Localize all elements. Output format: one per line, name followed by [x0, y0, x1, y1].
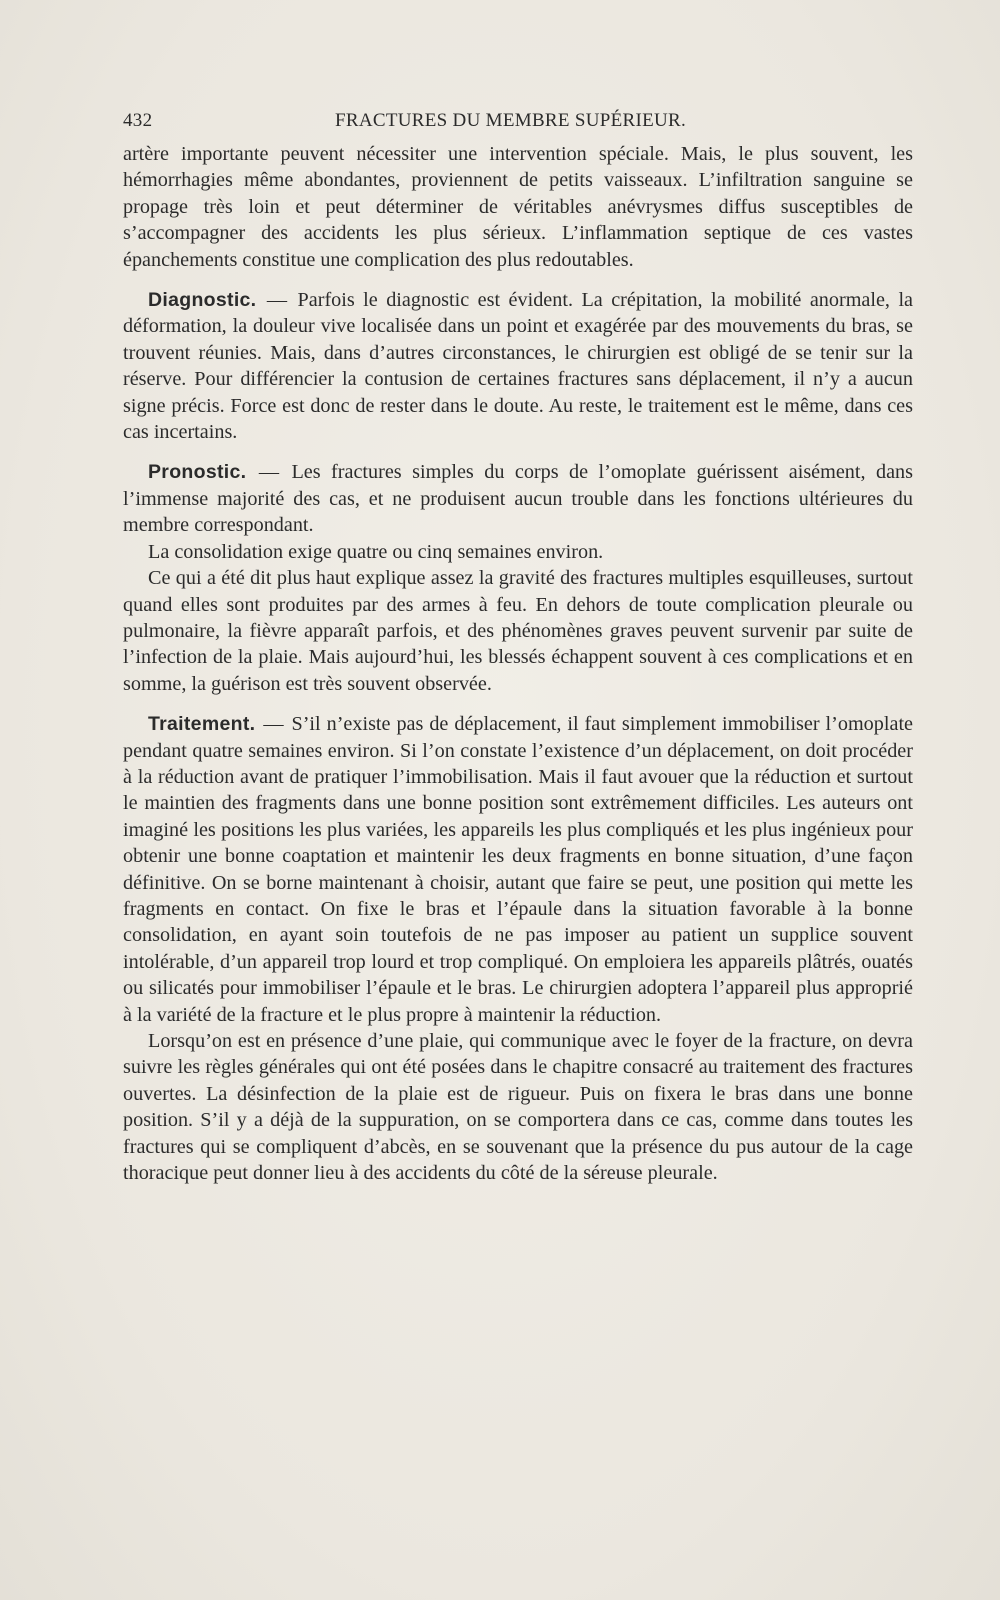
- paragraph-traitement: [123, 711, 913, 1028]
- paragraph-text: Parfois le diagnostic est évident. La crépitation, la mobilité anormale, la déformation, la douleur vive localisée dans un point et exagérée par des mouvements du bras, se trouvent réunies. Mais, dans d’autres circonstances, le chirurgien est obligé de se tenir sur la réserve. Pour différencier la contusion de certaines fractures sans déplacement, il n’y a aucun signe précis. Force est donc de rester dans le doute. Au reste, le traitement est le même, dans ces cas incertains.: [123, 289, 914, 444]
- running-title: FRACTURES DU MEMBRE SUPÉRIEUR.: [335, 110, 687, 131]
- paragraph-text: artère importante peuvent nécessiter une intervention spéciale. Mais, le plus souvent, les hémorrhagies même abondantes, proviennent de petits vaisseaux. L’infiltration sanguine se propage très loin et peut déterminer de véritables anévrysmes diffus susceptibles de s’accompagner des accidents les plus sérieux. L’inflammation septique de ces vastes épanchements constitue une complication des plus redoutables.: [123, 143, 913, 271]
- section-heading-traitement: Traitement.: [148, 713, 256, 736]
- paragraph-pronostic: [123, 459, 913, 538]
- em-dash: —: [266, 289, 296, 312]
- paragraph-text: S’il n’existe pas de déplacement, il faut simplement immobiliser l’omoplate pendant quatre semaines environ. Si l’on constate l’existence d’un déplacement, on doit procéder à la réduction avant de pratiquer l’immobilisation. Mais il faut avouer que la réduction et surtout le maintien des fragments dans une bonne position sont extrêmement difficiles. Les auteurs ont imaginé les positions les plus variées, les appareils les plus compliqués et les plus ingénieux pour obtenir une bonne coaptation et maintenir les deux fragments en bonne situation, d’une façon définitive. On se borne maintenant à choisir, autant que faire se peut, une position qui mette les fragments en contact. On fixe le bras et l’épaule dans la situation favorable à la bonne consolidation, en ayant soin toutefois de ne pas imposer au patient un supplice souvent intolérable, d’un appareil trop lourd et trop compliqué. On emploiera les appareils plâtrés, ouatés ou silicatés pour immobiliser l’épaule et le bras. Le chirurgien adoptera l’appareil plus approprié à la variété de la fracture et le plus propre à maintenir la réduction.: [123, 713, 914, 1026]
- paragraph-gravite: [123, 565, 913, 697]
- paragraph-continued: [123, 141, 913, 273]
- section-heading-diagnostic: Diagnostic.: [148, 289, 257, 312]
- body-text: [123, 141, 913, 1186]
- paragraph-text: Ce qui a été dit plus haut explique assez la gravité des fractures multiples esquilleuses, surtout quand elles sont produites par des armes à feu. En dehors de toute complication pleurale ou pulmonaire, la fièvre apparaît parfois, et des phénomènes graves peuvent survenir par suite de l’infection de la plaie. Mais aujourd’hui, les blessés échappent souvent à ces complications et en somme, la guérison est très souvent observée.: [123, 567, 913, 695]
- paragraph-plaie: [123, 1028, 913, 1186]
- paragraph-text: Les fractures simples du corps de l’omoplate guérissent aisément, dans l’immense majorité des cas, et ne produisent aucun trouble dans les fonctions ultérieures du membre correspondant.: [123, 461, 913, 537]
- paragraph-consolidation: [123, 539, 913, 565]
- paragraph-text: Lorsqu’on est en présence d’une plaie, qui communique avec le foyer de la fracture, on devra suivre les règles générales qui ont été posées dans le chapitre consacré au traitement des fractures ouvertes. La désinfection de la plaie est de rigueur. Puis on fixera le bras dans une bonne position. S’il y a déjà de la suppuration, on se comportera dans ce cas, comme dans toutes les fractures qui se compliquent d’abcès, en se souvenant que la présence du pus autour de la cage thoracique peut donner lieu à des accidents du côté de la séreuse pleurale.: [123, 1030, 913, 1185]
- section-heading-pronostic: Pronostic.: [148, 461, 247, 484]
- page-number: 432: [123, 110, 153, 131]
- running-header: [123, 110, 913, 136]
- paragraph-text: La consolidation exige quatre ou cinq semaines environ.: [148, 540, 604, 563]
- paragraph-diagnostic: [123, 287, 913, 445]
- em-dash: —: [258, 461, 290, 484]
- em-dash: —: [263, 713, 290, 736]
